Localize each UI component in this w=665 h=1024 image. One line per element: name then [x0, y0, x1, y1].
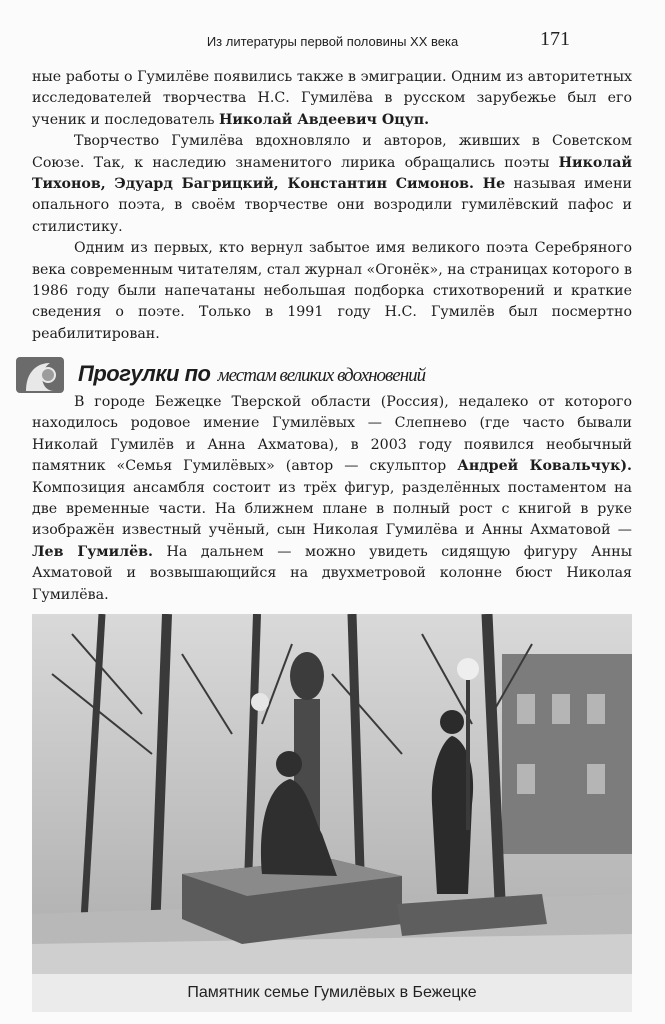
paragraph-emigration: ные работы о Гумилёве появились также в эмиграции. Одним из авторитетных исследователей творчества Н.С. Гумилёва в русском зарубежье был его ученик и последователь Николай Авдеевич Оцуп. — [32, 69, 632, 128]
names-soviet-poets: Николай Тихонов, Эдуард Багрицкий, Константин Симонов. Не — [32, 154, 632, 193]
body-text-bottom — [32, 392, 632, 606]
paragraph-ogonyok: Одним из первых, кто вернул забытое имя великого поэта Серебряного века современным читателям, стал журнал «Огонёк», на страницах которого в 1986 году были напечатаны небольшая подборка стихотворений и краткие сведения о поэте. Только в 1991 году Н.С. Гумилёв был посмертно реабилитирован. — [32, 240, 632, 342]
photo-caption: Памятник семье Гумилёвых в Бежецке — [32, 974, 632, 1012]
name-kovalchuk: Андрей Ковальчук). — [457, 458, 632, 475]
sculpture-icon — [16, 355, 64, 395]
section-header — [16, 355, 616, 395]
monument-photo-illustration — [32, 614, 632, 1012]
paragraph-soviet-poets: Творчество Гумилёва вдохновляло и авторов, живших в Советском Союзе. Так, к наследию знаменитого лирика обращались поэты Николай Тихонов, Эдуард Багрицкий, Константин Симонов. Не называя имени опального поэта, в своём творчестве они возродили гумилёвский пафос и стилистику. — [32, 133, 632, 235]
body-text-top — [32, 67, 632, 345]
section-title: Прогулки по местам великих вдохновений — [78, 361, 426, 386]
name-otsup: Николай Авдеевич Оцуп. — [218, 111, 430, 128]
paragraph-monument: В городе Бежецке Тверской области (Россия), недалеко от которого находилось родовое имение Гумилёвых — Слепнево (где часто бывали Николай Гумилёв и Анна Ахматова), в 2003 году появился необычный памятник «Семья Гумилёвых» (автор — скульптор Андрей Ковальчук). Композиция ансамбля состоит из трёх фигур, разделённых постаментом на две временные части. На ближнем плане в полный рост с книгой в руке изображён известный учёный, сын Николая Гумилёва и Анны Ахматовой — Лев Гумилёв. На дальнем — можно увидеть сидящую фигуру Анны Ахматовой и возвышающийся на двухметровой колонне бюст Николая Гумилёва. — [32, 394, 633, 603]
page-number: 171 — [540, 28, 570, 50]
name-lev-gumilev: Лев Гумилёв. — [32, 543, 153, 560]
running-header: Из литературы первой половины XX века — [206, 34, 459, 49]
monument-photo — [32, 614, 632, 1012]
